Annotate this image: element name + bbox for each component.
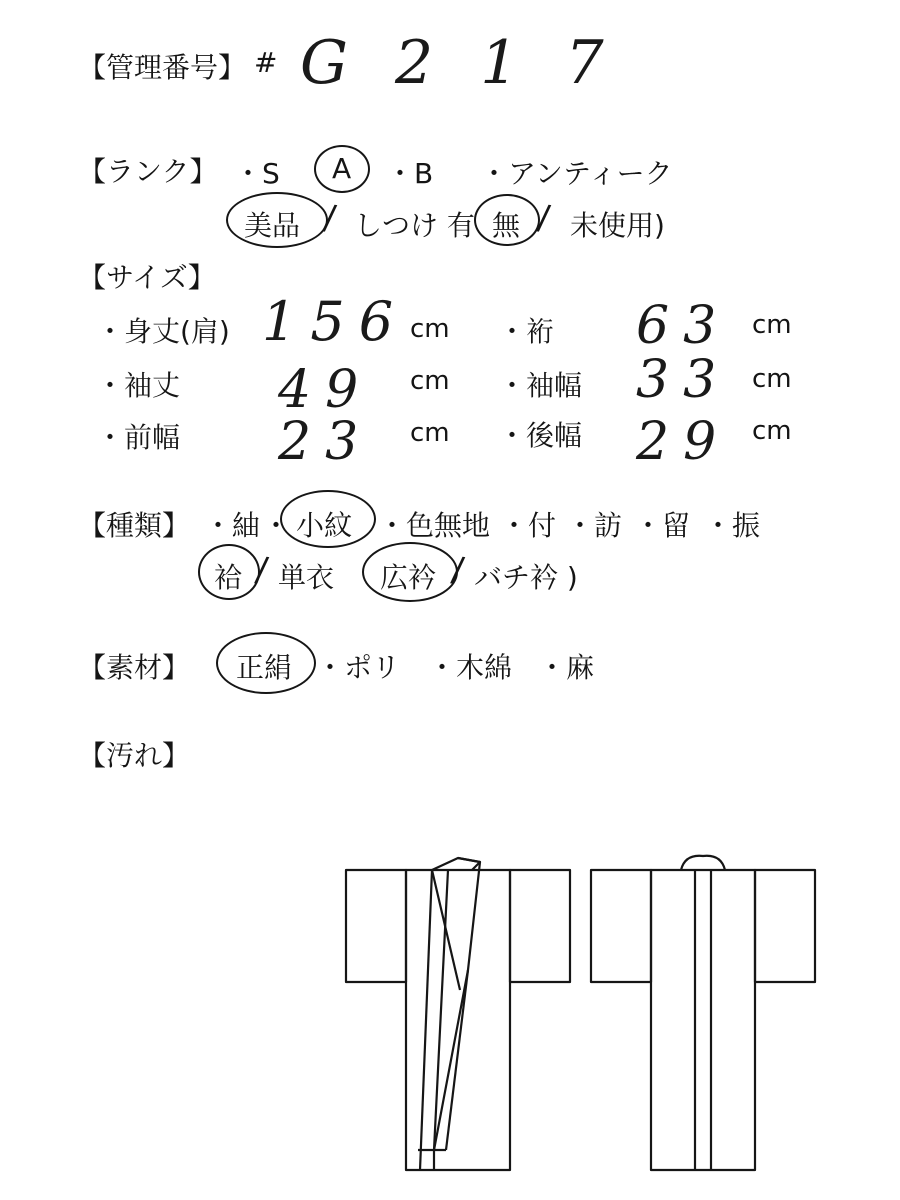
slash-mark: / bbox=[449, 549, 467, 591]
slash-mark: / bbox=[253, 549, 271, 591]
type-option-tome: ・留 bbox=[634, 509, 691, 542]
size-label-yuki: ・裄 bbox=[498, 315, 555, 348]
size-unit: cm bbox=[752, 364, 792, 394]
size-label-mitake: ・身丈(肩) bbox=[96, 315, 230, 348]
material-selected-circle bbox=[216, 632, 316, 694]
rank-option-b: ・B bbox=[386, 157, 434, 190]
type-option-iromuji: ・色無地 bbox=[378, 509, 491, 542]
size-value-ushirohaba: 29 bbox=[636, 412, 731, 472]
type-option-tsuke: ・付 bbox=[500, 509, 557, 542]
type-option-tsumugi: ・紬 bbox=[204, 509, 261, 542]
type-selected-circle bbox=[280, 490, 376, 548]
rank-option-s: ・S bbox=[234, 157, 280, 190]
rank-option-a: A bbox=[332, 152, 352, 185]
size-value-maehaba: 23 bbox=[278, 412, 373, 472]
id-value: G 2 1 7 bbox=[300, 28, 618, 98]
material-poly: ・ポリ bbox=[316, 651, 401, 684]
size-label-ushirohaba: ・後幅 bbox=[498, 419, 583, 452]
slash-mark: / bbox=[535, 197, 553, 239]
size-value-yuki: 63 bbox=[636, 296, 731, 356]
size-unit: cm bbox=[410, 366, 450, 396]
type-option-homon: ・訪 bbox=[566, 509, 623, 542]
size-label-sodetake: ・袖丈 bbox=[96, 369, 181, 402]
condition-none: 無 bbox=[492, 209, 521, 242]
material-silk: 正絹 bbox=[236, 651, 293, 684]
kimono-back-diagram bbox=[585, 850, 825, 1175]
stains-label: 【汚れ】 bbox=[78, 739, 191, 772]
size-unit: cm bbox=[752, 416, 792, 446]
size-value-sodehaba: 33 bbox=[636, 350, 731, 410]
material-cotton: ・木綿 bbox=[428, 651, 513, 684]
condition-excellent: 美品 bbox=[244, 209, 301, 242]
id-hash: # bbox=[254, 46, 278, 79]
lining-awase: 袷 bbox=[214, 561, 243, 594]
size-value-sodetake: 49 bbox=[278, 360, 373, 420]
material-label: 【素材】 bbox=[78, 651, 191, 684]
condition-basting: しつけ 有 bbox=[354, 209, 475, 242]
slash-mark: / bbox=[321, 197, 339, 239]
size-label-maehaba: ・前幅 bbox=[96, 421, 181, 454]
size-unit: cm bbox=[410, 314, 450, 344]
size-unit: cm bbox=[752, 310, 792, 340]
collar-hiroeri: 広衿 bbox=[380, 561, 437, 594]
kimono-front-diagram bbox=[340, 850, 580, 1175]
collar-bachieri: バチ衿 ) bbox=[474, 561, 578, 594]
lining-hitoe: 単衣 bbox=[278, 561, 335, 594]
collar-hiroeri-circle bbox=[362, 542, 458, 602]
rank-selected-circle bbox=[314, 145, 370, 193]
size-label: 【サイズ】 bbox=[78, 261, 216, 294]
type-label: 【種類】 bbox=[78, 509, 191, 542]
rank-label: 【ランク】 bbox=[78, 155, 218, 188]
size-label-sodehaba: ・袖幅 bbox=[498, 369, 583, 402]
size-unit: cm bbox=[410, 418, 450, 448]
lining-awase-circle bbox=[198, 544, 260, 600]
id-label: 【管理番号】 bbox=[78, 51, 247, 84]
type-option-komon: 小紋 bbox=[296, 509, 353, 542]
condition-excellent-circle bbox=[226, 192, 328, 248]
condition-unused: 未使用) bbox=[570, 209, 665, 242]
size-value-mitake: 156 bbox=[262, 290, 408, 353]
material-linen: ・麻 bbox=[538, 651, 595, 684]
type-option-furi: ・振 bbox=[704, 509, 761, 542]
rank-option-antique: ・アンティーク bbox=[480, 157, 673, 190]
type-dot: ・ bbox=[262, 509, 291, 542]
condition-none-circle bbox=[474, 194, 540, 246]
